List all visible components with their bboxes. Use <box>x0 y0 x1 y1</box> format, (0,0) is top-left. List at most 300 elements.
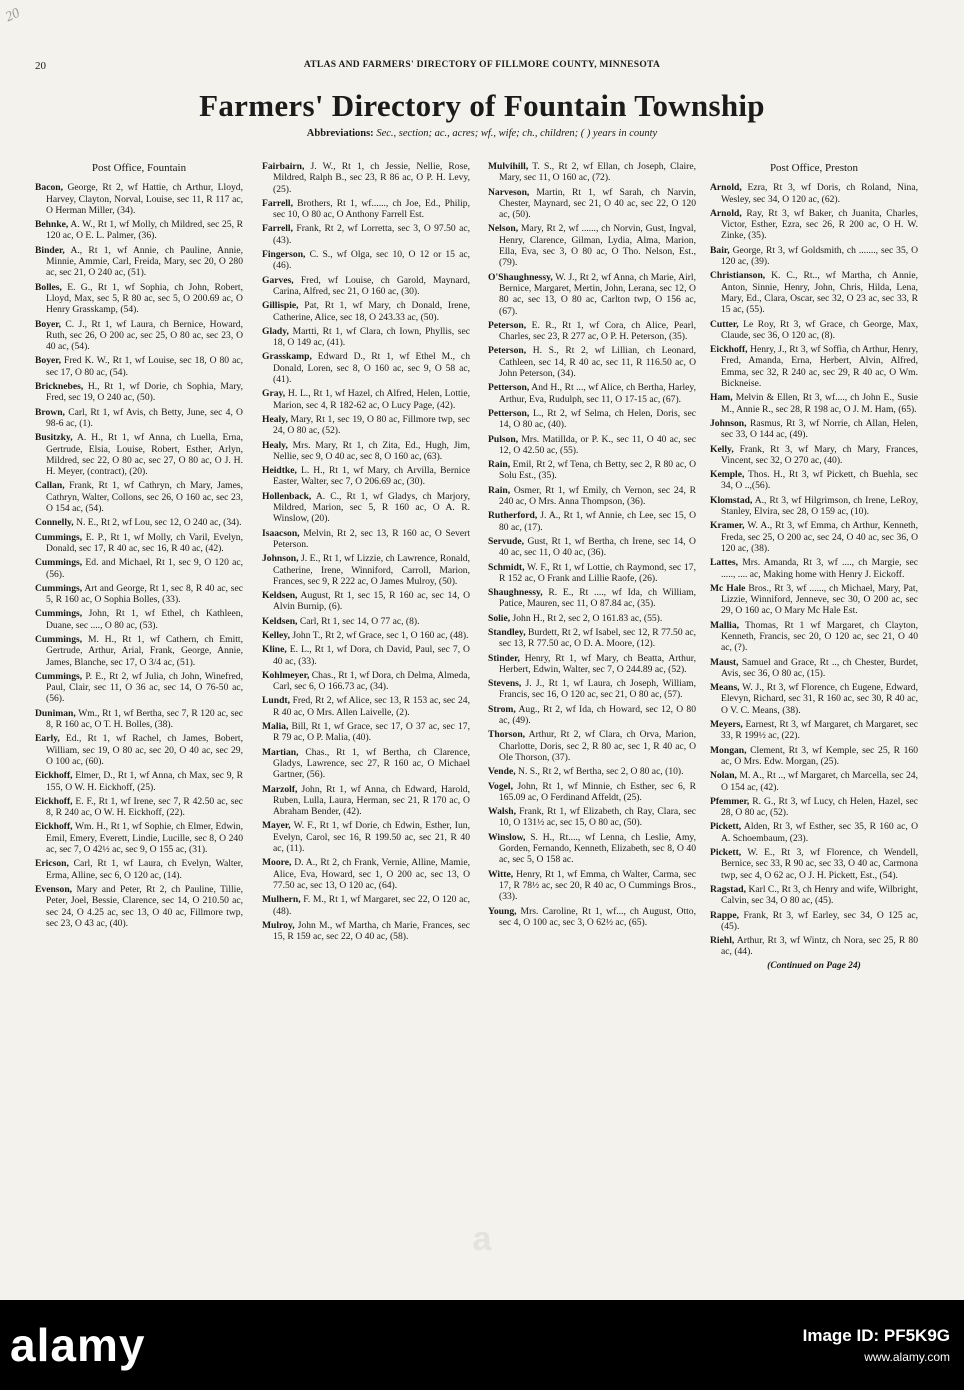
entry-surname: Thorson, <box>488 729 526 741</box>
directory-entry <box>35 796 243 819</box>
entry-surname: Shaughnessy, <box>488 587 543 599</box>
entry-details: Rasmus, Rt 3, wf Norrie, ch Allan, Helen, sec 33, O 144 ac, (49). <box>721 417 918 441</box>
directory-entry <box>488 382 696 405</box>
entry-surname: Vogel, <box>488 780 513 792</box>
running-head: ATLAS AND FARMERS' DIRECTORY OF FILLMORE COUNTY, MINNESOTA <box>303 60 661 70</box>
entry-surname: Callan, <box>35 480 65 492</box>
entry-details: Samuel and Grace, Rt .., ch Chester, Burdet, Avis, sec 36, O 80 ac, (15). <box>721 656 919 679</box>
directory-entry <box>710 719 918 742</box>
directory-entry <box>35 733 243 767</box>
entry-details: C. S., wf Olga, sec 10, O 12 or 15 ac, (46). <box>273 249 470 272</box>
entry-details: Frank, Rt 2, wf Lorretta, sec 3, O 97.50 ac, (43). <box>273 223 470 246</box>
directory-entry <box>488 345 696 379</box>
entry-details: Mrs. Amanda, Rt 3, wf ...., ch Margie, sec ....., .... ac, Making home with Henry J. Eickoff. <box>721 557 918 580</box>
watermark-url[interactable]: www.alamy.com <box>864 1350 950 1364</box>
directory-entry <box>262 300 470 323</box>
directory-entry <box>262 820 470 854</box>
directory-entry <box>710 495 918 518</box>
entry-surname: Ragstad, <box>710 883 746 895</box>
entry-surname: Mc Hale <box>710 582 746 594</box>
directory-entry <box>35 182 243 216</box>
directory-entry <box>262 644 470 667</box>
directory-entry <box>488 729 696 763</box>
directory-entry <box>262 553 470 587</box>
entry-surname: Healy, <box>262 439 288 451</box>
entry-surname: Servude, <box>488 535 524 547</box>
continued-note: (Continued on Page 24) <box>767 960 861 971</box>
directory-entry <box>488 408 696 431</box>
entry-surname: Bacon, <box>35 182 63 194</box>
entry-surname: Keldsen, <box>262 590 298 602</box>
directory-entry <box>710 884 918 907</box>
entry-surname: Busitzky, <box>35 432 73 444</box>
entry-surname: Rain, <box>488 484 511 496</box>
entry-surname: Brown, <box>35 406 65 418</box>
entry-surname: Rappe, <box>710 909 740 921</box>
directory-entry <box>710 770 918 793</box>
entry-surname: Arnold, <box>710 182 742 194</box>
entry-surname: Mulvihill, <box>488 161 529 172</box>
directory-entry <box>710 682 918 716</box>
entry-details: Frank, Rt 3, wf Earley, sec 34, O 125 ac, (45). <box>721 909 918 932</box>
entry-details: Le Roy, Rt 3, wf Grace, ch George, Max, Claude, sec 36, O 120 ac, (8). <box>721 318 919 341</box>
alamy-logo[interactable]: alamy <box>10 1319 146 1371</box>
directory-entry <box>262 198 470 221</box>
entry-surname: Ham, <box>710 392 733 404</box>
entry-surname: Arnold, <box>710 207 742 219</box>
entry-details: Osmer, Rt 1, wf Emily, ch Vernon, sec 24, R 240 ac, O Mrs. Anna Thompson, (36). <box>499 484 696 508</box>
entry-details: H. L., Rt 1, wf Hazel, ch Alfred, Helen, Lottie, Marion, sec 4, R 182-62 ac, O Lucy Page, (42). <box>273 388 470 411</box>
entry-details: Mary, Rt 1, sec 19, O 80 ac, Fillmore twp, sec 24, O 80 ac, (52). <box>273 413 470 437</box>
column-1 <box>35 161 243 932</box>
directory-entry <box>35 381 243 404</box>
entry-details: Arthur, Rt 3, wf Wintz, ch Nora, sec 25, R 80 ac, (44). <box>721 935 918 958</box>
entry-surname: Mallia, <box>710 619 740 631</box>
entry-surname: Nolan, <box>710 770 737 782</box>
entry-details: Thos. H., Rt 3, wf Pickett, ch Buehla, sec 34, O ..,(56). <box>721 469 918 492</box>
directory-entry <box>35 532 243 555</box>
entry-surname: Rutherford, <box>488 510 538 522</box>
entry-surname: Kline, <box>262 644 287 656</box>
column-heading: Post Office, Preston <box>769 162 859 174</box>
entry-details: Ray, Rt 3, wf Baker, ch Juanita, Charles, Victor, Esther, Ezra, sec 26, R 200 ac, O H. W. Zinke, (35). <box>721 207 919 242</box>
entry-surname: Petterson, <box>488 407 530 419</box>
entry-details: J. W., Rt 1, ch Jessie, Nellie, Rose, Mildred, Ralph B., sec 23, R 86 ac, O P. H. Levy, (25). <box>273 161 470 195</box>
entry-surname: Behnke, <box>35 219 69 231</box>
abbreviations-text: Sec., section; ac., acres; wf., wife; ch., children; ( ) years in county <box>376 128 658 139</box>
entry-surname: Bolles, <box>35 281 62 293</box>
entry-details: H., Rt 1, wf Dorie, ch Sophia, Mary, Fred, sec 19, O 240 ac, (50). <box>46 381 243 404</box>
entry-surname: Boyer, <box>35 318 62 330</box>
directory-entry <box>262 616 470 627</box>
entry-surname: Walsh, <box>488 806 516 818</box>
entry-surname: Early, <box>35 733 60 745</box>
entry-details: S. H., Rt...., wf Lenna, ch Leslie, Amy, Gorden, Fernando, Kenneth, Elizabeth, sec 8, O 40 ac, sec 5, O 158 ac. <box>499 831 696 866</box>
entry-details: Ed., Rt 1, wf Rachel, ch James, Bobert, William, sec 19, O 80 ac, sec 20, O 40 ac, sec 29, O 100 ac, (60). <box>46 733 243 767</box>
entry-details: W. E., Rt 3, wf Florence, ch Wendell, Bernice, sec 33, R 90 ac, sec 33, O 40 ac, Carmona twp, sec 4, O 62 ac, O J. H. Pickett, Est., (54). <box>721 847 918 881</box>
entry-surname: Evenson, <box>35 883 73 895</box>
entry-surname: Grasskamp, <box>262 351 312 363</box>
column-3 <box>488 161 696 931</box>
entry-surname: Fairbairn, <box>262 161 305 172</box>
entry-surname: Kemple, <box>710 469 745 481</box>
directory-entry <box>710 910 918 933</box>
entry-details: Carl, Rt 1, wf Laura, ch Evelyn, Walter, Erma, Alline, sec 6, O 120 ac, (14). <box>46 858 244 881</box>
entry-details: F. M., Rt 1, wf Margaret, sec 22, O 120 ac, (48). <box>273 894 470 917</box>
entry-surname: Farrell, <box>262 197 293 209</box>
entry-surname: Ericson, <box>35 858 69 870</box>
directory-entry <box>35 517 243 528</box>
directory-entry <box>35 821 243 855</box>
directory-entry <box>488 587 696 610</box>
directory-entry <box>488 434 696 457</box>
entry-surname: Marzolf, <box>262 783 298 795</box>
directory-entry <box>488 223 696 268</box>
entry-details: Carl, Rt 1, wf Avis, ch Betty, June, sec 4, O 98-6 ac, (1). <box>46 406 243 429</box>
entry-details: John, Rt 1, wf Minnie, ch Esther, sec 6, R 165.09 ac, O Ferdinand Affeldt, (25). <box>499 780 696 803</box>
entry-surname: Garves, <box>262 274 294 286</box>
entry-surname: Bricknebes, <box>35 381 84 393</box>
directory-entry <box>262 670 470 693</box>
entry-surname: Kramer, <box>710 520 745 532</box>
directory-entry <box>488 766 696 777</box>
directory-entry <box>262 388 470 411</box>
directory-entry <box>262 249 470 272</box>
entry-details: Clement, Rt 3, wf Kemple, sec 25, R 160 ac, O Mrs. Edw. Morgan, (25). <box>721 744 918 767</box>
entry-surname: Duniman, <box>35 707 76 719</box>
entry-surname: Vende, <box>488 766 516 778</box>
entry-surname: Martian, <box>262 746 299 758</box>
entry-surname: Witte, <box>488 868 514 880</box>
entry-surname: Christianson, <box>710 270 766 282</box>
directory-entry <box>488 320 696 343</box>
entry-details: D. A., Rt 2, ch Frank, Vernie, Alline, Mamie, Alice, Eva, Howard, sec 1, O 200 ac, sec 13, O 77.50 ac, sec 13, O 120 ac, (64). <box>273 857 470 891</box>
entry-details: A., Rt 3, wf Hilgrimson, ch Irene, LeRoy, Stanley, Elvira, sec 28, O 159 ac, (10). <box>721 494 919 518</box>
abbreviations-lead: Abbreviations: <box>306 128 374 139</box>
entry-details: T. S., Rt 2, wf Ellan, ch Joseph, Claire, Mary, sec 11, O 160 ac, (72). <box>499 161 696 184</box>
entry-details: Carl, Rt 1, sec 14, O 77 ac, (8). <box>299 615 420 627</box>
entry-details: N. S., Rt 2, wf Bertha, sec 2, O 80 ac, (10). <box>518 766 684 778</box>
directory-entry <box>488 510 696 533</box>
entry-surname: Fingerson, <box>262 249 306 261</box>
directory-entry <box>710 520 918 554</box>
directory-entry <box>710 821 918 844</box>
directory-entry <box>710 418 918 441</box>
entry-details: Mrs. Mary, Rt 1, ch Zita, Ed., Hugh, Jim, Nellie, sec 9, O 40 ac, sec 8, O 160 ac, (63). <box>273 439 470 462</box>
entry-surname: Mayer, <box>262 820 291 832</box>
entry-details: John H., Rt 2, sec 2, O 161.83 ac, (55). <box>512 612 663 624</box>
entry-details: Pat, Rt 1, wf Mary, ch Donald, Irene, Catherine, Alice, sec 18, O 243.33 ac, (50). <box>273 300 470 323</box>
entry-surname: Eickhoff, <box>710 344 748 356</box>
entry-surname: Riehl, <box>710 935 735 947</box>
directory-entry <box>710 847 918 881</box>
image-id: Image ID: PF5K9G <box>802 1326 950 1345</box>
entry-details: Edward D., Rt 1, wf Ethel M., ch Donald, Loren, sec 8, O 160 ac, sec 9, O 58 ac, (41). <box>273 351 470 386</box>
entry-details: John, Rt 1, wf Anna, ch Edward, Harold, Ruben, Lulla, Laura, Herman, sec 21, R 170 ac, O Abraham Bender, (42). <box>273 783 471 818</box>
entry-surname: Peterson, <box>488 319 527 331</box>
entry-details: Earnest, Rt 3, wf Margaret, ch Margaret, sec 33, R 199½ ac, (22). <box>721 719 918 742</box>
entry-surname: Glady, <box>262 325 289 337</box>
entry-details: Chas., Rt 1, wf Dora, ch Delma, Almeda, Carl, sec 6, O 166.73 ac, (34). <box>273 669 470 693</box>
entry-surname: Winslow, <box>488 831 526 843</box>
directory-entry <box>710 620 918 654</box>
entry-surname: Binder, <box>35 244 65 256</box>
entry-surname: Young, <box>488 905 517 917</box>
directory-entry <box>488 459 696 482</box>
directory-entry <box>35 480 243 514</box>
directory-entry <box>262 351 470 385</box>
entry-details: N. E., Rt 2, wf Lou, sec 12, O 240 ac, (34). <box>76 517 242 529</box>
directory-entry <box>35 407 243 430</box>
entry-surname: Cummings, <box>35 582 83 594</box>
entry-surname: Johnson, <box>262 553 299 565</box>
directory-entry <box>262 440 470 463</box>
entry-surname: Eickhoff, <box>35 821 73 833</box>
directory-entry <box>262 275 470 298</box>
entry-details: A. C., Rt 1, wf Gladys, ch Marjory, Mildred, Marion, sec 5, R 160 ac, O A. R. Winslow, (20). <box>273 490 470 525</box>
directory-entry <box>35 858 243 881</box>
directory-entry <box>488 627 696 650</box>
watermark-info <box>803 1326 950 1364</box>
entry-details: Martti, Rt 1, wf Clara, ch Iown, Phyllis, sec 18, O 149 ac, (41). <box>273 325 470 349</box>
directory-entry <box>262 747 470 781</box>
entry-surname: Rain, <box>488 459 511 471</box>
directory-entry <box>262 161 470 195</box>
entry-details: Bros., Rt 3, wf ......, ch Michael, Mary, Pat, Lizzie, Winniford, Jenneve, sec 30, O 200 ac, sec 29, O 160 ac, O Mary Mc Hale Est. <box>721 582 918 617</box>
entry-surname: Kohlmeyer, <box>262 669 310 681</box>
directory-entry <box>488 806 696 829</box>
entry-details: Elmer, D., Rt 1, wf Anna, ch Max, sec 9, R 155, O W. H. Eickhoff, (25). <box>46 770 243 793</box>
entry-surname: Klomstad, <box>710 494 753 506</box>
entry-details: J. A., Rt 1, wf Annie, ch Lee, sec 15, O 80 ac, (17). <box>499 510 697 533</box>
entry-surname: Stevens, <box>488 678 522 690</box>
entry-details: Alden, Rt 3, wf Esther, sec 35, R 160 ac, O A. Schoembaum, (23). <box>721 821 918 844</box>
directory-entry <box>710 657 918 680</box>
pencil-page-mark: 20 <box>3 5 23 26</box>
entry-surname: Means, <box>710 682 740 694</box>
directory-entry <box>262 857 470 891</box>
directory-entry <box>710 557 918 580</box>
directory-entry <box>35 708 243 731</box>
directory-entry <box>262 721 470 744</box>
entry-surname: Cummings, <box>35 557 83 569</box>
directory-entry <box>710 392 918 415</box>
entry-details: W. J., Rt 2, wf Anna, ch Marie, Airl, Bernice, Margaret, Mertin, John, Lerana, sec 12, O 80 ac, sec 13, O 80 ac, Carlton twp, O 156 ac, (67). <box>499 271 696 317</box>
entry-surname: Lattes, <box>710 557 738 569</box>
directory-entry <box>35 634 243 668</box>
entry-details: E. L., Rt 1, wf Dora, ch David, Paul, sec 7, O 40 ac, (33). <box>273 644 470 667</box>
column-4 <box>710 161 918 972</box>
entry-surname: Hollenback, <box>262 490 312 502</box>
entry-surname: Eickhoff, <box>35 770 73 782</box>
directory-entry <box>262 630 470 641</box>
entry-details: Fred, Rt 2, wf Alice, sec 13, R 153 ac, sec 24, R 40 ac, O Mrs. Allen Laivelle, (2). <box>273 695 470 718</box>
entry-surname: Cummings, <box>35 670 83 682</box>
directory-entry <box>35 770 243 793</box>
entry-details: W. F., Rt 1, wf Lottie, ch Raymond, sec 17, R 152 ac, O Frank and Lillie Raofe, (26). <box>499 561 696 584</box>
column-heading: Post Office, Fountain <box>91 162 187 174</box>
directory-entry <box>710 745 918 768</box>
entry-surname: Lundt, <box>262 695 290 707</box>
entry-surname: Pickett, <box>710 847 742 859</box>
directory-entry <box>35 219 243 242</box>
entry-details: L. H., Rt 1, wf Mary, ch Arvilla, Bernice Easter, Walter, sec 7, O 206.69 ac, (30). <box>273 465 470 488</box>
entry-surname: Farrell, <box>262 223 293 235</box>
entry-details: H. S., Rt 2, wf Lillian, ch Leonard, Cathleen, sec 14, R 40 ac, sec 11, R 116.50 ac, O John Peterson, (34). <box>499 345 696 380</box>
entry-details: E. F., Rt 1, wf Irene, sec 7, R 42.50 ac, sec 8, R 240 ac, O W. H. Eickhoff, (22). <box>46 795 243 819</box>
directory-entry <box>488 485 696 508</box>
watermark-content <box>0 1300 964 1390</box>
entry-details: Frank, Rt 1, wf Cathryn, ch Mary, James, Cathryn, Walter, Collons, sec 26, O 160 ac, sec 23, O 154 ac, (54). <box>46 480 243 515</box>
directory-entry <box>488 781 696 804</box>
entry-surname: Isaacson, <box>262 527 300 539</box>
directory-entry <box>710 245 918 268</box>
directory-entry <box>710 182 918 205</box>
directory-entry <box>35 282 243 316</box>
abbreviations-line <box>0 128 964 139</box>
entry-details: Gust, Rt 1, wf Bertha, ch Irene, sec 14, O 40 ac, sec 11, O 40 ac, (36). <box>499 535 696 559</box>
directory-entry <box>488 613 696 624</box>
directory-entry <box>262 920 470 943</box>
entry-surname: Nelson, <box>488 223 519 235</box>
entry-surname: Johnson, <box>710 417 747 429</box>
entry-details: C. J., Rt 1, wf Laura, ch Bernice, Howard, Ruth, sec 26, O 200 ac, sec 25, O 80 ac, sec 23, O 40 ac, (54). <box>46 318 243 353</box>
entry-surname: Cutter, <box>710 318 739 330</box>
entry-surname: Gray, <box>262 388 286 400</box>
entry-details: E. P., Rt 1, wf Molly, ch Varil, Evelyn, Donald, sec 17, R 40 ac, sec 16, R 40 ac, (42). <box>46 531 243 554</box>
entry-surname: Kelley, <box>262 629 290 641</box>
entry-details: W. A., Rt 3, wf Emma, ch Arthur, Kenneth, Freda, sec 25, O 200 ac, sec 24, O 40 ac, sec 36, O 120 ac, (38). <box>721 520 918 554</box>
entry-surname: Petterson, <box>488 382 530 394</box>
directory-entry <box>35 583 243 606</box>
entry-surname: Strom, <box>488 703 516 715</box>
entry-details: P. E., Rt 2, wf Julia, ch John, Winefred, Paul, Clair, sec 11, O 36 ac, sec 14, O 76-50 ac, (56). <box>46 670 243 705</box>
entry-details: E. G., Rt 1, wf Sophia, ch John, Robert, Lloyd, Max, sec 5, R 80 ac, sec 5, O 200.69 ac, O Henry Grasskamp, (54). <box>46 281 243 316</box>
entry-surname: Pulson, <box>488 433 519 445</box>
entry-details: K. C., Rt.., wf Martha, ch Annie, Anton, Sinnie, Henry, John, Chris, Hilda, Lena, Mary, Ed., Clara, Oscar, sec 32, O 23 ac, sec 33, R 15 ac, (55). <box>721 270 918 316</box>
entry-details: John M., wf Martha, ch Marie, Frances, sec 15, R 159 ac, sec 22, O 40 ac, (58). <box>273 919 470 943</box>
entry-details: George, Rt 3, wf Goldsmith, ch ......., sec 35, O 120 ac, (39). <box>721 244 918 268</box>
entry-details: A. W., Rt 1, wf Molly, ch Mildred, sec 25, R 120 ac, O E. L. Palmer, (36). <box>46 219 243 242</box>
directory-entry <box>262 326 470 349</box>
directory-entry <box>262 528 470 551</box>
entry-details: Emil, Rt 2, wf Tena, ch Betty, sec 2, R 80 ac, O Solu Est., (35). <box>499 459 696 482</box>
directory-entry <box>262 414 470 437</box>
directory-entry <box>35 355 243 378</box>
directory-entry <box>35 557 243 580</box>
directory-entry <box>35 671 243 705</box>
entry-details: Art and George, Rt 1, sec 8, R 40 ac, sec 5, R 160 ac, O Sophia Bolles, (33). <box>46 582 243 606</box>
entry-details: Martin, Rt 1, wf Sarah, ch Narvin, Chester, Maynard, sec 21, O 40 ac, sec 22, O 120 ac, (50). <box>499 186 697 221</box>
entry-details: E. R., Rt 1, wf Cora, ch Alice, Pearl, Charles, sec 23, R 277 ac, O P. H. Peterson, (35). <box>499 319 696 343</box>
entry-details: Frank, Rt 3, wf Mary, ch Mary, Frances, Vincent, sec 32, O 270 ac, (40). <box>721 443 918 466</box>
directory-entry <box>488 906 696 929</box>
entry-surname: Mongan, <box>710 744 747 756</box>
directory-entry <box>488 869 696 903</box>
directory-entry <box>262 894 470 917</box>
directory-entry <box>710 208 918 242</box>
entry-surname: Pfemmer, <box>710 795 750 807</box>
directory-entry <box>262 465 470 488</box>
entry-details: Mary, Rt 2, wf ......, ch Norvin, Gust, Ingval, Henry, Clarence, Gilman, Lydia, Alma, Marion, Ella, Eva, sec 3, O 80 ac, O Tho. Nelson, Est., (79). <box>499 223 696 269</box>
entry-details: Mrs. Caroline, Rt 1, wf..., ch August, Otto, sec 4, O 100 ac, sec 3, O 62½ ac, (65). <box>499 905 696 928</box>
entry-details: J. E., Rt 1, wf Lizzie, ch Lawrence, Ronald, Catherine, Irene, Winniford, Carroll, Marion, Frances, sec 9, R 222 ac, O James Mulroy, (50). <box>273 553 470 587</box>
directory-entry <box>710 444 918 467</box>
entry-details: Frank, Rt 1, wf Elizabeth, ch Ray, Clara, sec 10, O 131½ ac, sec 15, O 80 ac, (50). <box>499 806 696 829</box>
entry-surname: Connelly, <box>35 517 74 529</box>
entry-surname: Narveson, <box>488 186 530 198</box>
entry-details: M. A., Rt .., wf Margaret, ch Marcella, sec 24, O 154 ac, (42). <box>721 770 918 793</box>
entry-surname: Meyers, <box>710 719 743 731</box>
entry-details: Burdett, Rt 2, wf Isabel, sec 12, R 77.50 ac, sec 13, R 77.50 ac, O D. A. Moore, (12). <box>499 626 697 650</box>
entry-details: R. E., Rt ...., wf Ida, ch William, Patice, Mauren, sec 11, O 87.84 ac, (35). <box>499 587 696 610</box>
directory-entry <box>488 536 696 559</box>
page-number: 20 <box>35 60 46 72</box>
entry-surname: Gillispie, <box>262 300 299 312</box>
entry-surname: Eickhoff, <box>35 795 73 807</box>
entry-surname: Cummings, <box>35 531 83 543</box>
directory-entry <box>35 432 243 477</box>
entry-details: Melvin & Ellen, Rt 3, wf...., ch John E., Susie M., Annie R., sec 28, R 198 ac, O J. M. Ham, (65). <box>721 392 918 415</box>
entry-surname: Stinder, <box>488 652 520 664</box>
entry-surname: Moore, <box>262 857 292 869</box>
entry-details: Bill, Rt 1, wf Grace, sec 17, O 37 ac, sec 17, R 79 ac, O P. Malia, (40). <box>273 721 470 744</box>
directory-entry <box>262 223 470 246</box>
entry-surname: Mulroy, <box>262 919 295 931</box>
directory-entry <box>262 784 470 818</box>
entry-surname: Keldsen, <box>262 615 298 627</box>
entry-details: Brothers, Rt 1, wf......, ch Joe, Ed., Philip, sec 10, O 80 ac, O Anthony Farrell Est. <box>273 197 470 221</box>
directory-entry <box>710 583 918 617</box>
entry-details: J. J., Rt 1, wf Laura, ch Joseph, William, Francis, sec 16, O 120 ac, sec 21, O 80 ac, (57). <box>499 678 696 701</box>
directory-entry <box>35 245 243 279</box>
entry-surname: Kelly, <box>710 443 734 455</box>
page-title: Farmers' Directory of Fountain Township <box>199 88 765 123</box>
entry-details: Henry, J., Rt 3, wf Soffia, ch Arthur, Henry, Fred, Amanda, Erna, Herbert, Alvin, Alfred, Emma, sec 32, R 240 ac, sec 29, R 40 ac, O Wm. Bickneise. <box>721 344 918 390</box>
entry-details: Wm., Rt 1, wf Bertha, sec 7, R 120 ac, sec 8, R 160 ac, O T. H. Bolles, (38). <box>46 707 243 731</box>
entry-details: Chas., Rt 1, wf Bertha, ch Clarence, Gladys, Lawrence, sec 27, R 160 ac, O Michael Gartner, (56). <box>273 746 470 781</box>
entry-details: Henry, Rt 1, wf Mary, ch Beatta, Arthur, Herbert, Edwin, Walter, sec 7, O 244.89 ac, (52). <box>499 652 696 675</box>
entry-details: Wm. H., Rt 1, wf Sophie, ch Elmer, Edwin, Emil, Emery, Everett, Lindie, Lucille, sec 8, O 240 ac, sec 7, O 42½ ac, sec 9, O 155 ac, (31). <box>46 821 244 856</box>
entry-details: Ezra, Rt 3, wf Doris, ch Roland, Nina, Wesley, sec 34, O 120 ac, (62). <box>721 182 918 205</box>
entry-details: George, Rt 2, wf Hattie, ch Arthur, Lloyd, Harvey, Clayton, Norval, Louise, sec 11, R 117 ac, O Herman Miller, (34). <box>46 182 243 216</box>
entry-details: August, Rt 1, sec 15, R 160 ac, sec 14, O Alvin Burnip, (6). <box>273 590 470 613</box>
directory-entry <box>488 562 696 585</box>
entry-details: Mary and Peter, Rt 2, ch Pauline, Tillie, Peter, Joel, Bessie, Clarence, sec 14, O 210.50 ac, sec 24, O 4.25 ac, sec 13, O 40 ac, Fillmore twp, sec 23, O 43 ac, (40). <box>46 883 243 929</box>
entry-details: Aug., Rt 2, wf Ida, ch Howard, sec 12, O 80 ac, (49). <box>499 703 696 727</box>
directory-entry <box>710 796 918 819</box>
entry-surname: Pickett, <box>710 821 742 833</box>
column-2 <box>262 161 470 945</box>
entry-details: A. H., Rt 1, wf Anna, ch Luella, Erna, Gertrude, Elsia, Louise, Robert, Esther, Arlyn, Mildred, sec 22, O 80 ac, sec 27, O 80 ac, O J. H. H. Meyer, (contract), (20). <box>46 432 243 478</box>
entry-surname: Peterson, <box>488 345 527 357</box>
directory-entry <box>488 678 696 701</box>
entry-surname: Healy, <box>262 413 288 425</box>
directory-entry <box>262 491 470 525</box>
directory-entry <box>488 704 696 727</box>
directory-entry <box>488 653 696 676</box>
entry-surname: Boyer, <box>35 355 62 367</box>
entry-details: L., Rt 2, wf Selma, ch Helen, Doris, sec 14, O 80 ac, (40). <box>499 407 696 431</box>
entry-surname: Standley, <box>488 626 526 638</box>
entry-details: A., Rt 1, wf Annie, ch Pauline, Annie, Minnie, Ammie, Carl, Freida, Mary, sec 20, O 280 ac, sec 21, O 240 ac, (51). <box>46 244 243 279</box>
entry-surname: Malia, <box>262 721 289 733</box>
entry-details: John T., Rt 2, wf Grace, sec 1, O 160 ac, (48). <box>292 629 469 641</box>
directory-entry <box>35 884 243 929</box>
entry-details: Henry, Rt 1, wf Emma, ch Walter, Carma, sec 17, R 78½ ac, sec 20, R 40 ac, O Cummings Bros., (33). <box>499 868 696 903</box>
directory-entry <box>262 695 470 718</box>
entry-details: Thomas, Rt 1 wf Margaret, ch Clayton, Kenneth, Francis, sec 20, O 120 ac, sec 21, O 40 ac, (?). <box>721 619 918 654</box>
